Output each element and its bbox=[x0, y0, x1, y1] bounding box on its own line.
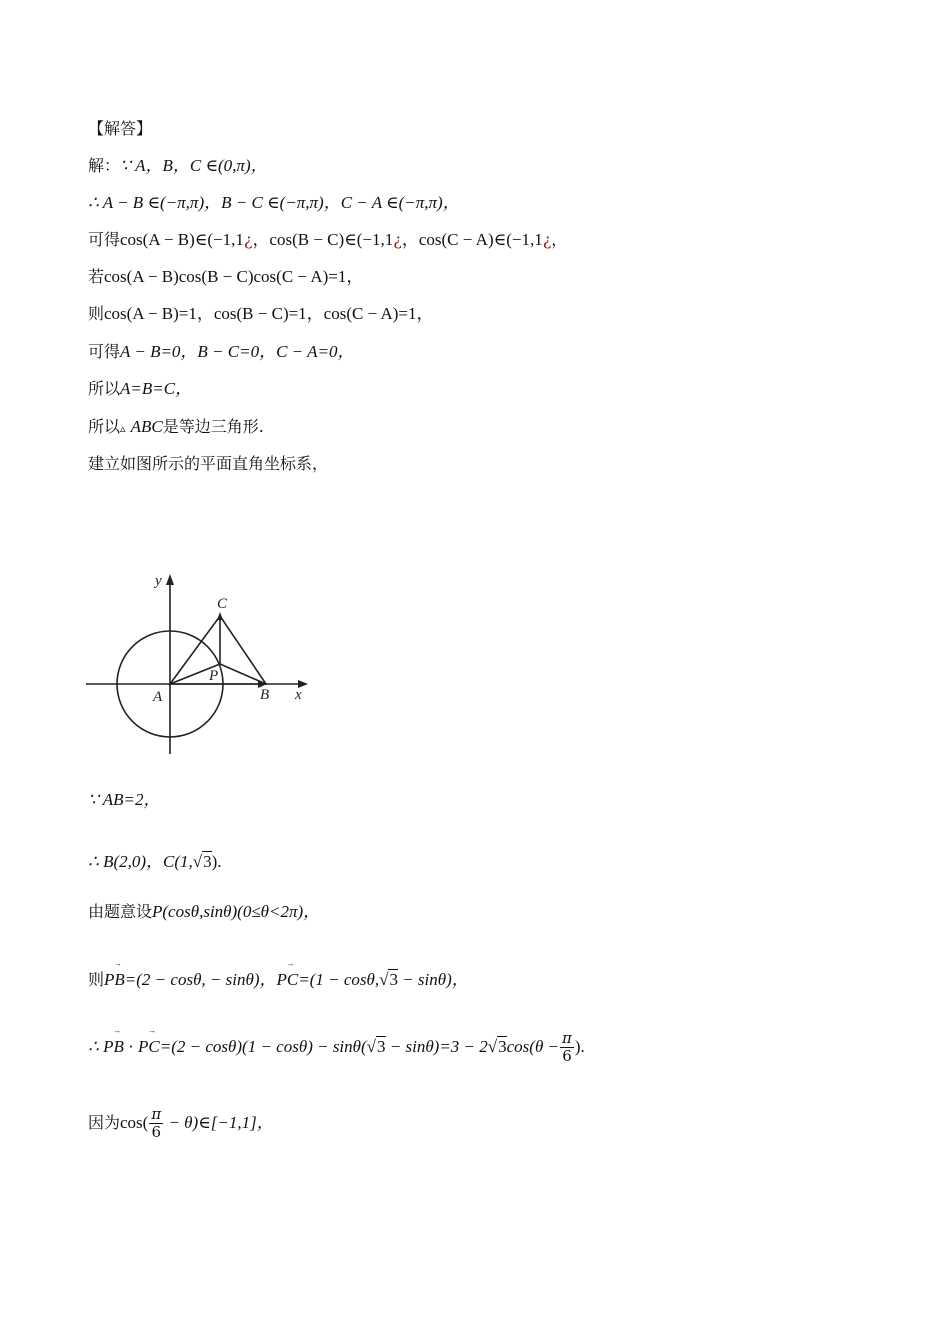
line-prefix: 则 bbox=[88, 970, 105, 989]
solution-line-5 bbox=[88, 303, 434, 325]
math-expression: A − B=0，B − C=0，C − A=0， bbox=[120, 342, 355, 361]
math-expression: cos(A − B)∈(−1,1 bbox=[120, 230, 244, 249]
sqrt-radicand: 3 bbox=[203, 852, 212, 871]
point-b-label: B bbox=[260, 687, 270, 703]
solution-line-3 bbox=[88, 229, 567, 251]
garbled-glyph: ¿ bbox=[542, 230, 552, 249]
fraction-pi-over-6 bbox=[560, 1030, 574, 1065]
math-expression: ABC bbox=[130, 417, 163, 436]
solution-line-4 bbox=[88, 266, 363, 288]
point-c-arrow bbox=[217, 612, 223, 620]
line-suffix: 是等边三角形. bbox=[162, 417, 264, 436]
vector-pb: → PB bbox=[104, 969, 125, 991]
math-expression: cos( bbox=[120, 1113, 149, 1132]
y-label: y bbox=[155, 573, 162, 589]
garbled-glyph: ¿ bbox=[243, 230, 253, 249]
solution-line-9: 建立如图所示的平面直角坐标系， bbox=[88, 454, 329, 473]
line-prefix: 可得 bbox=[88, 230, 121, 249]
punctuation: ， bbox=[551, 230, 568, 249]
garbled-glyph: ¿ bbox=[393, 230, 402, 249]
fraction-numerator: π bbox=[562, 1029, 572, 1047]
line-prefix: 可得 bbox=[88, 342, 121, 361]
solution-line-11 bbox=[88, 851, 222, 873]
answer-heading: 【解答】 bbox=[88, 119, 153, 138]
vector-pc: → PC bbox=[277, 969, 299, 991]
line-prefix: 解： bbox=[88, 156, 121, 175]
solution-line-6 bbox=[88, 341, 354, 363]
line-prefix: 因为 bbox=[88, 1113, 121, 1132]
line-prefix: 若 bbox=[88, 267, 105, 286]
line-prefix: 所以 bbox=[88, 417, 121, 436]
solution-line-10 bbox=[88, 789, 161, 811]
line-prefix: 由题意设 bbox=[88, 902, 153, 921]
math-expression: ∴ A − B ∈(−π,π)，B − C ∈(−π,π)，C − A ∈(−π,π)， bbox=[88, 193, 460, 212]
vector-pc: → PC bbox=[138, 1030, 160, 1064]
math-expression: ∵ AB=2， bbox=[88, 790, 161, 809]
fraction-pi-over-6 bbox=[149, 1106, 163, 1141]
point-p-label: P bbox=[209, 668, 219, 684]
math-expression: ). bbox=[574, 1037, 585, 1056]
fraction-numerator: π bbox=[151, 1105, 162, 1123]
x-label: x bbox=[295, 687, 302, 703]
sqrt-radicand: 3 bbox=[389, 970, 398, 989]
dot-operator: · bbox=[123, 1037, 139, 1056]
fraction-denominator: 6 bbox=[151, 1123, 162, 1141]
line-prefix: 则 bbox=[88, 304, 105, 323]
coordinate-figure bbox=[86, 566, 316, 762]
y-axis-arrow bbox=[166, 574, 174, 585]
math-expression: − θ)∈[−1,1]， bbox=[164, 1113, 274, 1132]
math-expression: ∵ A，B，C ∈(0,π)， bbox=[120, 156, 268, 175]
solution-line-15 bbox=[88, 1106, 274, 1141]
math-expression: ∴ bbox=[88, 1037, 104, 1056]
solution-line-1 bbox=[88, 155, 268, 177]
math-expression: A=B=C， bbox=[120, 379, 193, 398]
math-expression: ∴ B(2,0)，C(1, bbox=[88, 852, 193, 871]
vector-pb: → PB bbox=[103, 1030, 124, 1064]
line-prefix: 所以 bbox=[88, 379, 121, 398]
sqrt-symbol: √ bbox=[379, 970, 389, 989]
point-a-label: A bbox=[153, 689, 163, 705]
solution-line-14 bbox=[88, 1030, 585, 1065]
solution-line-13 bbox=[88, 969, 469, 991]
solution-line-7 bbox=[88, 378, 192, 400]
math-expression: cos(A − B)cos(B − C)cos(C − A)=1， bbox=[104, 267, 364, 286]
solution-line-8 bbox=[88, 416, 264, 440]
sqrt-symbol: √ bbox=[192, 852, 203, 871]
math-expression: P(cosθ,sinθ)(0≤θ<2π)， bbox=[152, 902, 321, 921]
sqrt-radicand: 3 bbox=[498, 1037, 507, 1056]
sqrt-radicand: 3 bbox=[377, 1037, 386, 1056]
math-expression: ，cos(C − A)∈(−1,1 bbox=[401, 230, 543, 249]
math-expression: − sinθ)=3 − 2 bbox=[385, 1037, 488, 1056]
math-expression: − sinθ)， bbox=[397, 970, 469, 989]
math-expression: =(2 − cosθ)(1 − cosθ) − sinθ( bbox=[159, 1037, 367, 1056]
math-expression: =(1 − cosθ, bbox=[298, 970, 380, 989]
math-expression: ). bbox=[211, 852, 222, 871]
point-c-label: C bbox=[217, 596, 228, 612]
triangle-symbol: ▵ bbox=[120, 422, 126, 435]
solution-line-2 bbox=[88, 192, 460, 214]
math-expression: ，cos(B − C)∈(−1,1 bbox=[252, 230, 394, 249]
sqrt-symbol: √ bbox=[487, 1037, 498, 1056]
math-expression: cos(A − B)=1，cos(B − C)=1，cos(C − A)=1， bbox=[104, 304, 434, 323]
solution-line-12 bbox=[88, 901, 320, 923]
math-expression: cos(θ − bbox=[506, 1037, 560, 1056]
sqrt-symbol: √ bbox=[366, 1037, 377, 1056]
fraction-denominator: 6 bbox=[562, 1047, 572, 1065]
math-expression: =(2 − cosθ, − sinθ)， bbox=[124, 970, 277, 989]
